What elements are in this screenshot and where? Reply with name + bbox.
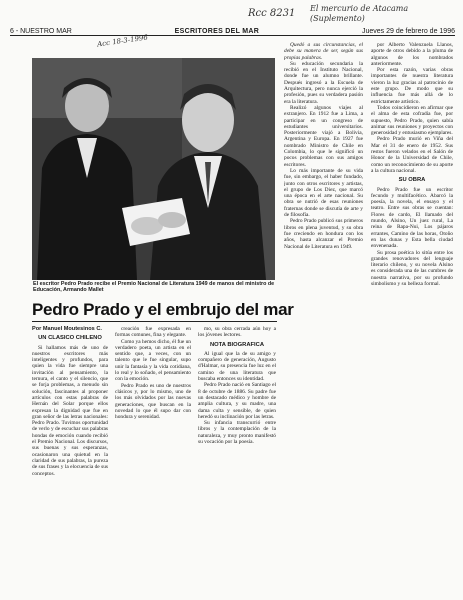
paragraph: Su educación secundaria la recibió en el Instituto Nacional, donde fue un alumno brillante. Después ingresó a la Escuela de Arquitectura, pero nunca ejerció la profesión, pues su verdadera pasión era la literatura. bbox=[284, 60, 363, 105]
column-5 bbox=[371, 42, 453, 590]
section-heading-obra: SU OBRA bbox=[398, 177, 426, 184]
paragraph: Por esta razón, varias obras importantes de nuestra literatura vieron la luz gracias al patrocinio de este grupo. De modo que su influencia fue más allá de lo estrictamente artístico. bbox=[371, 67, 453, 105]
photo-illustration bbox=[32, 58, 275, 280]
paragraph: Todos coincidieron en afirmar que el alma de esta cofradía fue, por supuesto, Pedro Prado, quien sabía animar sus reuniones y proyectos con generosidad y entusiasmo ejemplares. bbox=[371, 104, 453, 137]
column-4 bbox=[284, 42, 363, 590]
paragraph: Lo más importante de su vida fue, sin embargo, el haber fundado, junto con otros escritores y artistas, el grupo de Los Diez, que marcó una época en el arte nacional. Su obra se nutrió de esas reuniones fraternas donde se discutía de arte y de filosofía. bbox=[284, 167, 363, 219]
news-photo bbox=[32, 58, 275, 280]
handwritten-source: El mercurio de Atacama (Suplemento) bbox=[310, 4, 409, 23]
handwritten-stamp: Acc 18-3-1996 bbox=[96, 33, 149, 49]
paragraph: Pedro Prado publicó sus primeros libros en plena juventud, y su obra fue creciendo en hondura con los años, hasta alcanzar el Premio Nacional de Literatura en 1949. bbox=[284, 218, 363, 250]
paragraph: Pedro Prado murió en Viña del Mar el 31 de enero de 1952. Sus restos fueron velados en el Salón de Honor de la Universidad de Chile, como un reconocimiento de su aporte a la cultura nacional. bbox=[371, 136, 453, 174]
page-header bbox=[10, 24, 455, 36]
headline-rule bbox=[32, 321, 277, 322]
column-2 bbox=[115, 326, 191, 588]
header-title: ESCRITORES DEL MAR bbox=[174, 28, 260, 35]
paragraph: Pedro Prado es uno de nuestros clásicos y, por lo mismo, uno de los más olvidados por las nuevas generaciones, que buscan en la novedad lo que él supo dar con hondura y serenidad. bbox=[115, 382, 191, 421]
article-headline: Pedro Prado y el embrujo del mar bbox=[32, 300, 294, 319]
paragraph: Su prosa poética lo sitúa entre los grandes renovadores del lenguaje literario chileno, y su novela Alsino es considerada una de las cumbres de nuestra narrativa, por su profundo simbolismo y su belleza formal. bbox=[371, 249, 453, 287]
section-heading-nota: NOTA BIOGRAFICA bbox=[209, 341, 265, 348]
paragraph: Su infancia transcurrió entre libros y la contemplación de la naturaleza, y muy pronto manifestó su vocación por la poesía. bbox=[198, 420, 276, 446]
section-heading-clasico: UN CLASICO CHILENO bbox=[38, 335, 102, 342]
handwritten-code: Rcc 8231 bbox=[248, 8, 296, 19]
photo-caption: El escritor Pedro Prado recibe el Premio Nacional de Literatura 1949 de manos del ministro de Educación, Armando Mallet bbox=[33, 281, 275, 294]
byline: Por Manuel Moutesinos C. bbox=[32, 326, 102, 332]
paragraph: Pedro Prado fue un escritor fecundo y multifacético. Abarcó la poesía, la novela, el ensayo y el teatro. Entre sus obras se cuentan: Flores de cardo, El llamado del mundo, Alsino, Un juez rural, La reina de Rapa-Nui, Los pájaros errantes, Camino de las horas, Otoño en las dunas y Esta bella ciudad envenenada. bbox=[371, 186, 453, 250]
paragraph: mo, su obra cerrada aún hoy a los jóvenes lectores. bbox=[198, 326, 276, 339]
column-3 bbox=[198, 326, 276, 588]
column-1 bbox=[32, 326, 108, 588]
paragraph: por Alberto Valenzuela Llanos, aporte de otros debido a la pluma de algunos de los nombrados anteriormente. bbox=[371, 42, 453, 67]
paragraph: creación fue expresada en formas comunes, fina y elegante. bbox=[115, 326, 191, 339]
header-date: Jueves 29 de febrero de 1996 bbox=[361, 28, 455, 35]
header-section: 6 - NUESTRO MAR bbox=[10, 28, 72, 35]
paragraph: Pedro Prado nació en Santiago el 8 de octubre de 1886. Su padre fue un destacado médico y hombre de amplia cultura, y su madre, una dama culta y sensible, de quien heredó su inclinación por las letras. bbox=[198, 382, 276, 420]
paragraph: Al igual que la de su amigo y compañero de generación, Augusto d'Halmar, su presencia fue luz en el camino de una literatura que buscaba entonces su identidad. bbox=[198, 350, 276, 383]
paragraph: Como ya hemos dicho, él fue un verdadero poeta, un artista en el sentido que, a veces, con un talento que le fue singular, supo unir la fantasía y la vida cotidiana, lo real y lo soñado, el pensamiento con la emoción. bbox=[115, 338, 191, 383]
paragraph: Realizó algunos viajes al extranjero. En 1912 fue a Lima, a participar en un congreso de estudiantes universitarios. Posteriormente viajó a Bolivia, Argentina y Europa. En 1927 fue nombrado Ministro de Chile en Colombia, lo que le significó un pocos problemas con sus amigos escritores. bbox=[284, 104, 363, 168]
paragraph: Quedó a sus circunstancias, el debe su manera de ser, según sus propias palabras. bbox=[284, 42, 363, 61]
paragraph: Si hallamos más de uno de nuestros escritores más inteligentes y profundos, para quien la vida fue siempre una invitación al pensamiento, la ternura, el canto y el silencio, que se forja problemas, a menudo sin solución, fascinantes al proponer artículos con estas palabras de Hernán del Solar porque ellos expresan la dignidad que fue en gran señor de las letras nacionales: Pedro Prado. Tuvimos oportunidad de verlo y de escuchar sus palabras hondas de emoción cuando recibió el Premio Nacional. Los discursos, sus buenas y sus esperanzas, ocasionaron una quietud en la claridad de sus palabras, la pureza de sus frases y la elocuencia de sus conceptos. bbox=[32, 344, 108, 477]
